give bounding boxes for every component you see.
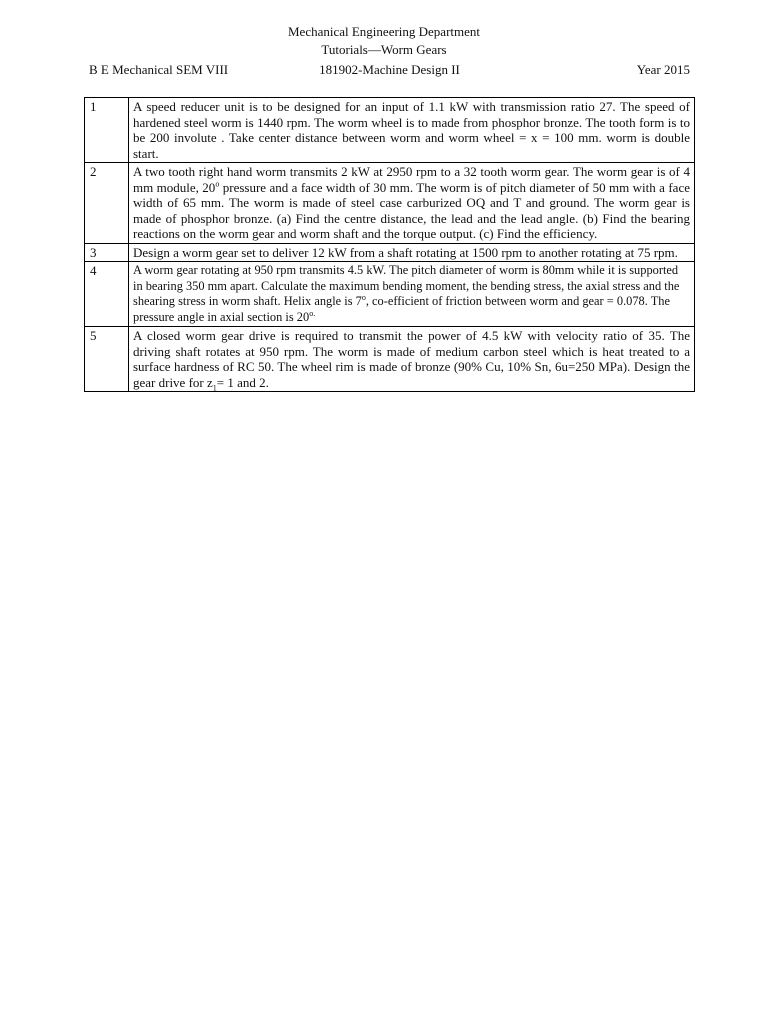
question-text-part: A two tooth right hand worm transmits 2 kW at 2950 rpm to a 32 tooth worm gear. The worm gear is of 4 mm module, 20	[133, 164, 690, 195]
question-text-part: pressure and a face width of 30 mm. The worm is of pitch diameter of 50 mm with a face width of 65 mm. The worm is made of steel case carburized OQ and T and ground. The worm gear is made of phosphor bronze. (a) Find the centre distance, the lead and the lead angle. (b) Find the bearing reactions on the worm gear and worm shaft and the torque output. (c) Find the efficiency.	[133, 179, 690, 241]
question-text: Design a worm gear set to deliver 12 kW from a shaft rotating at 1500 rpm to another rotating at 75 rpm.	[129, 243, 695, 262]
question-text-part: A closed worm gear drive is required to transmit the power of 4.5 kW with velocity ratio of 35. The driving shaft rotates at 950 rpm. The worm is made of medium carbon steel which is heat treated to a surface hardness of RC 50. The wheel rim is made of bronze (90% Cu, 10% Sn, 6u=250 MPa). Design the gear drive for z	[133, 328, 690, 390]
course-info-row	[89, 61, 690, 78]
subject-code: 181902-Machine Design II	[319, 62, 460, 77]
question-text	[129, 163, 695, 244]
question-number: 5	[85, 327, 129, 392]
question-text-part: = 1 and 2.	[216, 374, 269, 390]
degree-superscript: o	[215, 179, 220, 189]
question-text: A speed reducer unit is to be designed for an input of 1.1 kW with transmission ratio 27. The speed of hardened steel worm is 1440 rpm. The worm wheel is to made from phosphor bronze. The tooth form is to be 200 involute . Take center distance between worm and worm wheel = x = 100 mm. worm is double start.	[129, 98, 695, 163]
department-title: Mechanical Engineering Department	[287, 24, 481, 39]
question-number: 3	[85, 243, 129, 262]
question-row	[85, 163, 695, 244]
question-text-part: A worm gear rotating at 950 rpm transmits 4.5 kW. The pitch diameter of worm is 80mm while it is supported in bearing 350 mm apart. Calculate the maximum bending moment, the bending stress, the axial stress and the shearing stress in worm shaft. Helix angle is 7	[133, 263, 680, 308]
question-row	[85, 262, 695, 327]
subscript: 1	[212, 383, 217, 393]
questions-table	[84, 97, 695, 392]
year-label: Year 2015	[636, 62, 690, 77]
tutorial-title: Tutorials—Worm Gears	[321, 42, 447, 57]
question-text	[129, 262, 695, 327]
degree-superscript: o.	[309, 308, 316, 318]
question-text-part: , co-efficient of friction between worm and gear = 0.078. The pressure angle in axial section is 20	[133, 294, 670, 324]
question-number: 2	[85, 163, 129, 244]
question-number: 4	[85, 262, 129, 327]
course-name: B E Mechanical SEM VIII	[89, 62, 229, 77]
question-row	[85, 243, 695, 262]
question-text	[129, 327, 695, 392]
question-number: 1	[85, 98, 129, 163]
question-row	[85, 327, 695, 392]
degree-superscript: o	[361, 292, 366, 302]
question-row	[85, 98, 695, 163]
